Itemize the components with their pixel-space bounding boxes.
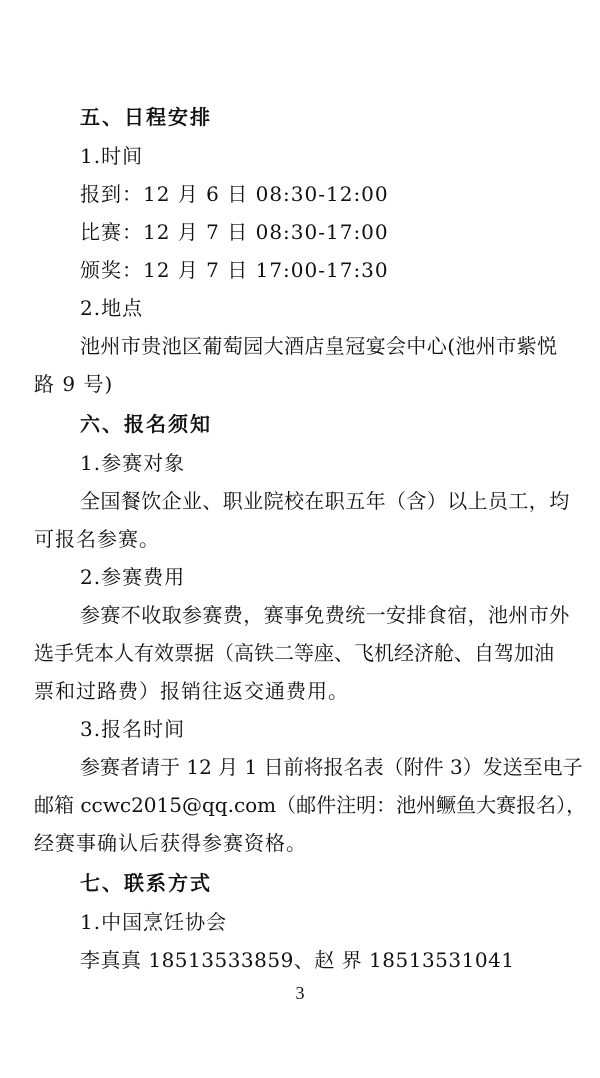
subheading-registration-time: 3.报名时间 xyxy=(80,717,186,741)
location-line-2: 路 9 号) xyxy=(34,372,114,396)
subheading-time: 1.时间 xyxy=(80,144,144,168)
contact-names-phones: 李真真 18513533859、赵 界 18513531041 xyxy=(80,948,515,972)
subheading-location: 2.地点 xyxy=(80,296,144,320)
schedule-competition: 比赛：12 月 7 日 08:30-17:00 xyxy=(80,220,389,244)
fees-line-1: 参赛不收取参赛费，赛事免费统一安排食宿，池州市外 xyxy=(80,603,570,627)
schedule-awards: 颁奖：12 月 7 日 17:00-17:30 xyxy=(80,258,389,282)
subheading-cuisine-association: 1.中国烹饪协会 xyxy=(80,910,228,934)
subheading-fees: 2.参赛费用 xyxy=(80,565,186,589)
section-heading-schedule: 五、日程安排 xyxy=(80,105,212,129)
registration-time-line-2: 邮箱 ccwc2015@qq.com（邮件注明：池州鳜鱼大赛报名）， xyxy=(34,793,587,817)
subheading-participants: 1.参赛对象 xyxy=(80,451,186,475)
fees-line-3: 票和过路费）报销往返交通费用。 xyxy=(34,679,349,703)
registration-time-line-3: 经赛事确认后获得参赛资格。 xyxy=(34,831,307,855)
fees-line-2: 选手凭本人有效票据（高铁二等座、飞机经济舱、自驾加油 xyxy=(34,641,554,665)
location-line-1: 池州市贵池区葡萄园大酒店皇冠宴会中心(池州市紫悦 xyxy=(80,334,558,358)
section-heading-registration: 六、报名须知 xyxy=(80,412,212,436)
participants-line-1: 全国餐饮企业、职业院校在职五年（含）以上员工，均 xyxy=(80,489,570,513)
registration-time-line-1: 参赛者请于 12 月 1 日前将报名表（附件 3）发送至电子 xyxy=(80,755,583,779)
page-number: 3 xyxy=(295,983,305,1003)
participants-line-2: 可报名参赛。 xyxy=(34,527,160,551)
section-heading-contact: 七、联系方式 xyxy=(80,871,212,895)
schedule-checkin: 报到：12 月 6 日 08:30-12:00 xyxy=(80,182,389,206)
